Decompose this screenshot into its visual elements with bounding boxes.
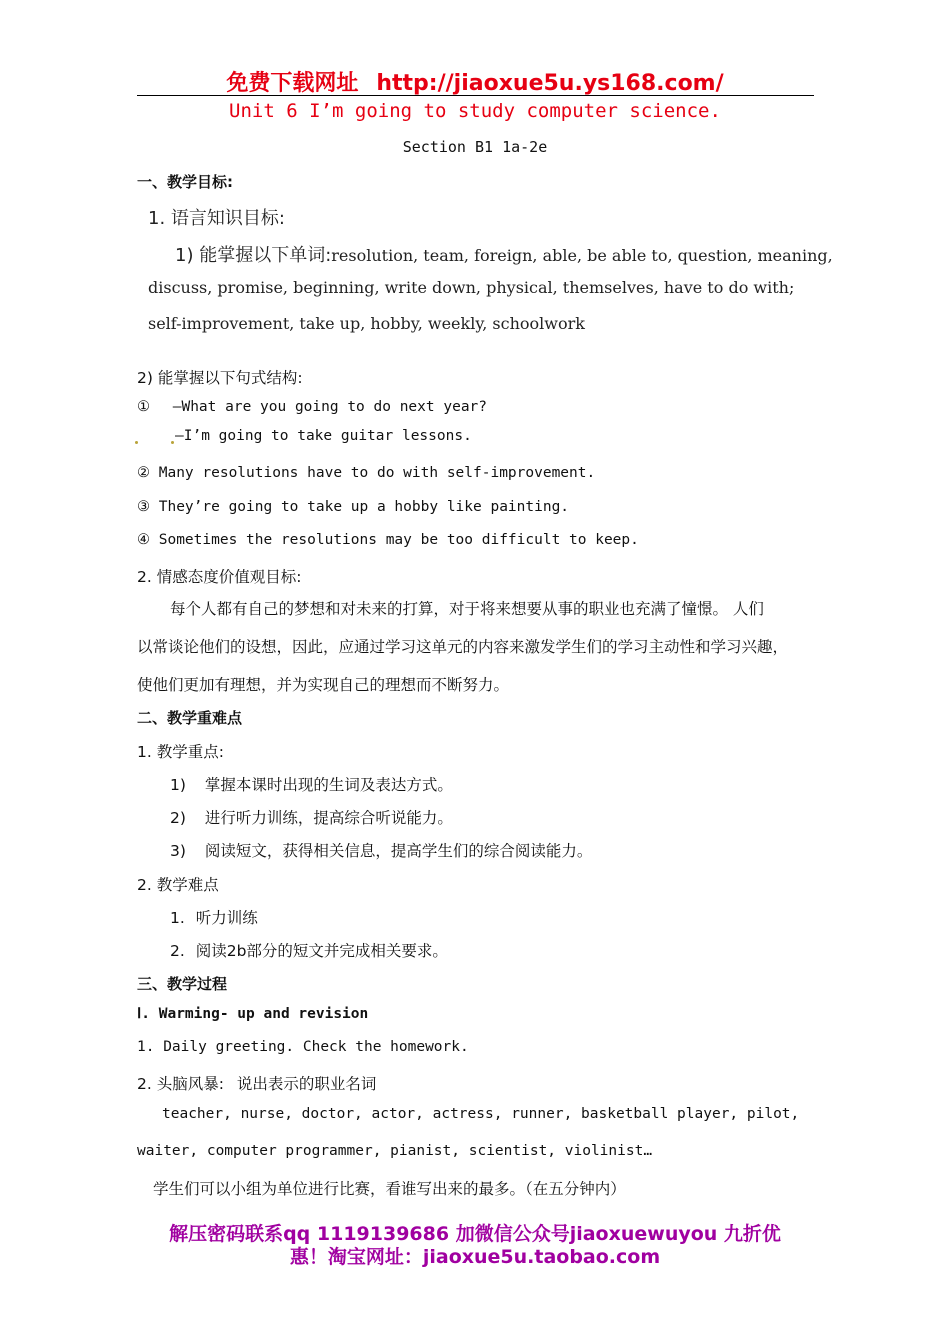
sentence-item — [137, 399, 487, 415]
brainstorm-label: 2. 头脑风暴: — [137, 1075, 224, 1093]
vocab-line-1: resolution, team, foreign, able, be able to, question, meaning, — [331, 246, 833, 265]
item-number: 2) — [170, 809, 186, 827]
sentence-patterns-intro: 2) 能掌握以下句式结构: — [137, 369, 303, 387]
brainstorm-item — [137, 1072, 376, 1094]
key-points-label: 1. 教学重点: — [137, 743, 224, 761]
brainstorm-text: 说出表示的职业名词 — [236, 1075, 377, 1093]
attitude-paragraph-line: 每个人都有自己的梦想和对未来的打算，对于将来想要从事的职业也充满了憧憬。 人们 — [170, 600, 764, 618]
item-text: 掌握本课时出现的生词及表达方式。 — [204, 776, 453, 794]
heading-teaching-process: 三、教学过程 — [137, 975, 228, 993]
language-knowledge-goal: 1. 语言知识目标: — [148, 208, 285, 229]
item-text: 听力训练 — [195, 909, 258, 927]
attitude-goal-heading: 2. 情感态度价值观目标: — [137, 568, 302, 586]
difficult-point-item — [170, 906, 258, 928]
vocab-line-3: self-improvement, take up, hobby, weekly, schoolwork — [148, 314, 585, 333]
item-text: 阅读短文，获得相关信息，提高学生们的综合阅读能力。 — [204, 842, 593, 860]
sentence-text: Sometimes the resolutions may be too difficult to keep. — [158, 532, 639, 548]
item-number: 1) — [170, 776, 186, 794]
sentence-text: They’re going to take up a hobby like painting. — [158, 499, 570, 515]
vocab-paragraph — [175, 241, 833, 267]
difficult-points-label: 2. 教学难点 — [137, 876, 219, 894]
item-number: 2. — [170, 942, 185, 960]
sentence-text: Many resolutions have to do with self-improvement. — [158, 465, 596, 481]
section-subtitle: Section B1 1a-2e — [402, 138, 548, 156]
header-rule — [137, 95, 814, 96]
sentence-marker: ③ — [137, 499, 150, 515]
difficult-point-item — [170, 939, 448, 961]
jobs-list-line: teacher, nurse, doctor, actor, actress, runner, basketball player, pilot, — [162, 1106, 800, 1122]
sentence-item — [137, 465, 595, 481]
item-number: 3) — [170, 842, 186, 860]
sentence-marker: ① — [137, 399, 150, 415]
sentence-text: —What are you going to do next year? — [172, 399, 488, 415]
heading-teaching-goals: 一、教学目标: — [137, 173, 233, 191]
footer-taobao-line[interactable]: 惠！淘宝网址：jiaoxue5u.taobao.com — [289, 1246, 661, 1268]
sentence-item — [137, 532, 639, 548]
item-text: 进行听力训练，提高综合听说能力。 — [204, 809, 453, 827]
attitude-paragraph-line: 以常谈论他们的设想，因此，应通过学习这单元的内容来激发学生们的学习主动性和学习兴趣， — [137, 638, 789, 656]
sentence-item — [137, 499, 569, 515]
key-point-item — [170, 806, 453, 828]
sentence-marker: ② — [137, 465, 150, 481]
item-number: 1. — [170, 909, 185, 927]
jobs-list-line: waiter, computer programmer, pianist, scientist, violinist… — [137, 1143, 653, 1159]
daily-greeting-item: 1. Daily greeting. Check the homework. — [137, 1039, 469, 1055]
scan-speck — [135, 441, 138, 444]
item-text: 阅读2b部分的短文并完成相关要求。 — [195, 942, 448, 960]
key-point-item — [170, 773, 453, 795]
heading-key-difficult-points: 二、教学重难点 — [137, 709, 243, 727]
group-competition-note: 学生们可以小组为单位进行比赛，看谁写出来的最多。（在五分钟内） — [153, 1180, 626, 1198]
download-header[interactable] — [0, 66, 950, 97]
unit-title: Unit 6 I’m going to study computer science. — [229, 100, 721, 122]
scan-speck — [171, 441, 174, 444]
footer-contact-line[interactable]: 解压密码联系qq 1119139686 加微信公众号jiaoxuewuyou 九折优 — [169, 1223, 781, 1245]
attitude-paragraph-line: 使他们更加有理想，并为实现自己的理想而不断努力。 — [137, 676, 510, 694]
key-point-item — [170, 839, 592, 861]
vocab-intro: 1) 能掌握以下单词: — [175, 245, 332, 266]
download-url-link[interactable]: http://jiaoxue5u.ys168.com/ — [376, 71, 724, 96]
sentence-marker: ④ — [137, 532, 150, 548]
step-warming-up: Ⅰ. Warming- up and revision — [137, 1006, 369, 1022]
download-label: 免费下载网址 — [226, 71, 359, 96]
sentence-text: —I’m going to take guitar lessons. — [175, 428, 472, 444]
vocab-line-2: discuss, promise, beginning, write down, physical, themselves, have to do with; — [148, 278, 795, 297]
